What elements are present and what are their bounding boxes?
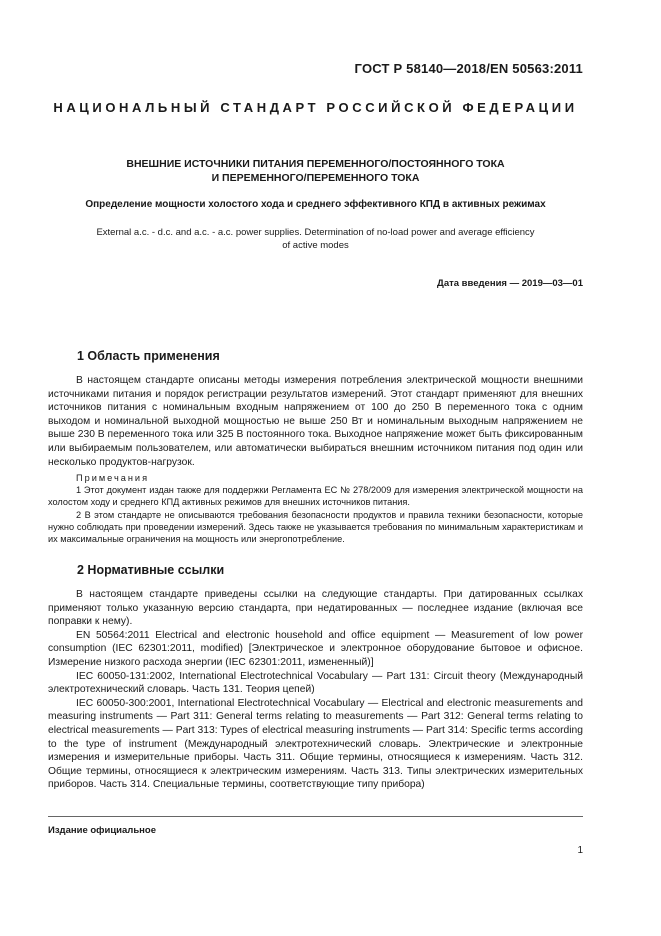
document-code: ГОСТ Р 58140—2018/EN 50563:2011 [354, 61, 583, 76]
section-2-body [48, 588, 583, 792]
reference-3: IEC 60050-300:2001, International Electrotechnical Vocabulary — Electrical and electronic measurements and measuring instruments — Part 311: General terms relating to measurements — Part 312: General terms relating to electrical measurements — Part 313: Types of electrical measuring instruments — Part 314: Specific terms according to the type of instrument (Международный электротехнический словарь. Электрические и электронные измерения и измерительные приборы. Часть 311. Общие термины, относящиеся к измерениям. Часть 312. Общие термины, относящиеся к электрическим измерениям. Часть 313. Типы электрических измерительных приборов. Часть 314. Специальные термины, соответствующие типу прибора) [48, 697, 583, 791]
edition-label: Издание официальное [48, 825, 156, 836]
section-1-body [48, 374, 583, 469]
title-line-2: И ПЕРЕМЕННОГО/ПЕРЕМЕННОГО ТОКА [211, 172, 420, 184]
english-title-line-1: External a.c. - d.c. and a.c. - a.c. power supplies. Determination of no-load power and average efficiency [96, 227, 535, 238]
document-title [48, 157, 583, 185]
section-1-paragraph: В настоящем стандарте описаны методы измерения потребления электрической мощности внешними источниками питания и порядок регистрации результатов измерений. Этот стандарт применяют для внешних источников питания с номинальным входным напряжением от 100 до 250 В переменного тока с одним выходом и номинальной выходной мощностью не выше 250 Вт и номинальным выходным напряжением не выше 230 В переменного тока или 325 В постоянного тока. Выходное напряжение может быть фиксированным или выбираемым пользователем, или автоматически выбираться внешним источником питания под один или несколько продуктов-нагрузок. [48, 375, 583, 468]
section-2-heading: 2 Нормативные ссылки [77, 563, 225, 577]
english-title-line-2: of active modes [282, 240, 349, 251]
title-line-1: ВНЕШНИЕ ИСТОЧНИКИ ПИТАНИЯ ПЕРЕМЕННОГО/ПОСТОЯННОГО ТОКА [126, 158, 505, 170]
reference-2: IEC 60050-131:2002, International Electrotechnical Vocabulary — Part 131: Circuit theory (Международный электротехнический словарь. Часть 131. Теория цепей) [48, 670, 583, 696]
section-2-intro: В настоящем стандарте приведены ссылки на следующие стандарты. При датированных ссылках применяют только указанную версию стандарта, при недатированных — последнее издание (включая все поправки к нему). [48, 589, 583, 628]
english-title [48, 226, 583, 252]
note-1: 1 Этот документ издан также для поддержки Регламента ЕС № 278/2009 для измерения электрической мощности на холостом ходу и среднего КПД активных режимов для внешних источников питания. [48, 485, 583, 508]
notes-heading: Примечания [76, 473, 150, 483]
reference-1: EN 50564:2011 Electrical and electronic household and office equipment — Measurement of low power consumption (IEC 62301:2011, modified) [Электрическое и электронное оборудование бытовое и офисное. Измерение низкого расхода энергии (IEC 62301:2011, измененный)] [48, 629, 583, 668]
section-1-notes [48, 472, 583, 545]
national-standard-heading: НАЦИОНАЛЬНЫЙ СТАНДАРТ РОССИЙСКОЙ ФЕДЕРАЦИИ [53, 100, 578, 115]
document-subtitle: Определение мощности холостого хода и среднего эффективного КПД в активных режимах [85, 199, 546, 210]
section-1-heading: 1 Область применения [77, 349, 220, 363]
introduction-date: Дата введения — 2019—03—01 [437, 278, 583, 289]
page-number: 1 [577, 845, 583, 856]
note-2: 2 В этом стандарте не описываются требования безопасности продуктов и правила техники безопасности, которые нужно соблюдать при проведении измерений. Здесь также не указывается требования по минимальным характеристикам и их максимальные ограничения на мощность или энергопотребление. [48, 509, 583, 545]
footer-divider [48, 816, 583, 817]
